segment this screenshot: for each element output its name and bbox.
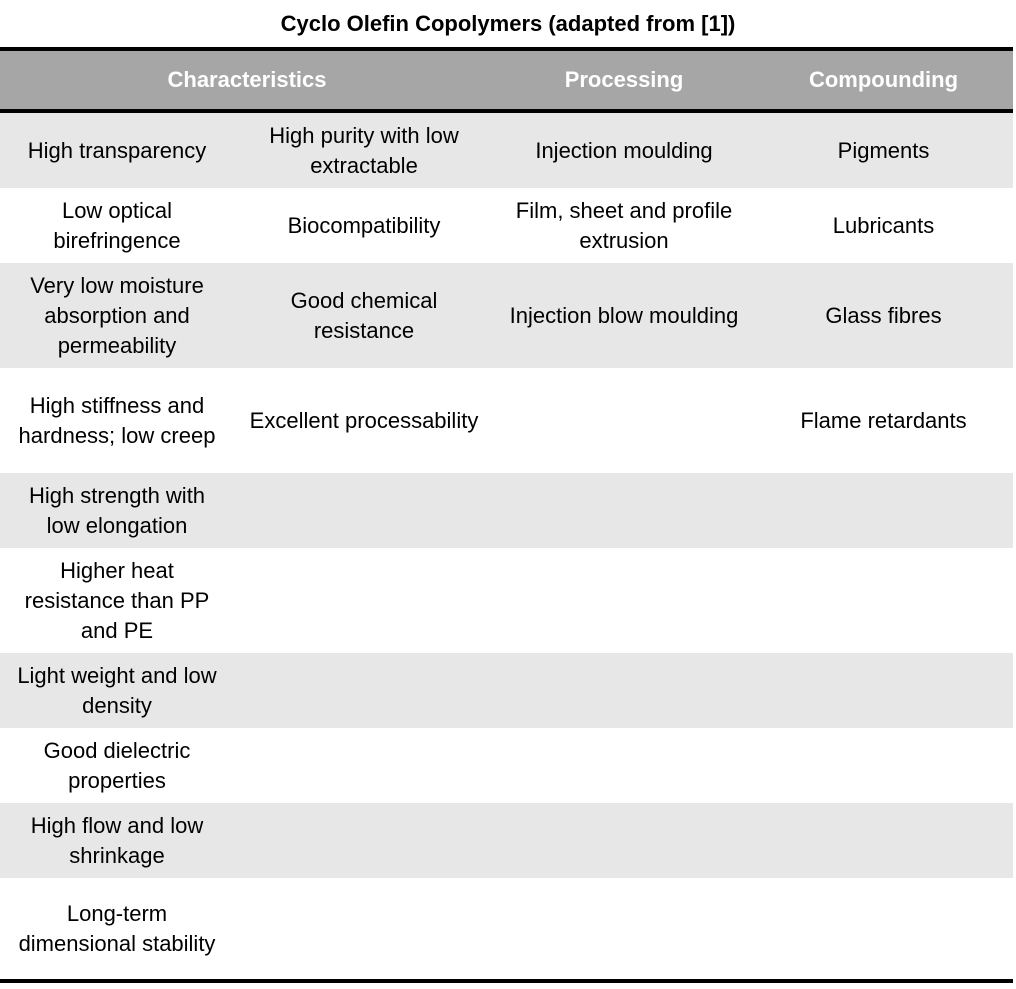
characteristic-cell	[234, 653, 494, 728]
table-row	[0, 188, 1013, 263]
characteristic-cell	[234, 878, 494, 979]
characteristic-cell: Low optical birefringence	[53, 197, 181, 253]
characteristic-cell: High transparency	[27, 137, 207, 163]
compounding-cell: Lubricants	[832, 212, 935, 238]
characteristic-cell	[234, 548, 494, 653]
characteristic-cell: Light weight and low density	[17, 662, 217, 718]
processing-cell	[494, 368, 754, 473]
characteristic-cell: Good dielectric properties	[43, 737, 191, 793]
characteristic-cell: High flow and low shrinkage	[30, 812, 204, 868]
compounding-cell	[754, 473, 1013, 548]
header-processing: Processing	[564, 67, 684, 92]
table-header	[0, 51, 1013, 113]
characteristic-cell: Long-term dimensional stability	[18, 900, 216, 956]
table-title: Cyclo Olefin Copolymers (adapted from [1])	[280, 11, 736, 36]
characteristic-cell	[234, 803, 494, 878]
characteristic-cell: Good chemical resistance	[290, 287, 438, 343]
table-row	[0, 878, 1013, 979]
table-row	[0, 113, 1013, 188]
compounding-cell: Glass fibres	[825, 302, 942, 328]
characteristic-cell: Higher heat resistance than PP and PE	[24, 557, 210, 643]
processing-cell	[494, 803, 754, 878]
cop-table	[0, 47, 1013, 983]
characteristic-cell: High strength with low elongation	[28, 482, 206, 538]
header-compounding: Compounding	[808, 67, 959, 92]
processing-cell	[494, 728, 754, 803]
processing-cell: Injection blow moulding	[509, 302, 739, 328]
compounding-cell	[754, 548, 1013, 653]
table-row	[0, 548, 1013, 653]
table-row	[0, 368, 1013, 473]
characteristic-cell: Excellent processability	[249, 407, 479, 433]
processing-cell: Film, sheet and profile extrusion	[515, 197, 733, 253]
processing-cell: Injection moulding	[535, 137, 713, 163]
processing-cell	[494, 473, 754, 548]
table-row	[0, 263, 1013, 368]
compounding-cell	[754, 803, 1013, 878]
compounding-cell	[754, 878, 1013, 979]
characteristic-cell: High stiffness and hardness; low creep	[18, 392, 216, 448]
compounding-cell: Flame retardants	[800, 407, 967, 433]
characteristic-cell: Biocompatibility	[287, 212, 441, 238]
compounding-cell	[754, 728, 1013, 803]
table-row	[0, 803, 1013, 878]
processing-cell	[494, 548, 754, 653]
compounding-cell: Pigments	[837, 137, 930, 163]
characteristic-cell	[234, 473, 494, 548]
characteristic-cell	[234, 728, 494, 803]
table-row	[0, 473, 1013, 548]
compounding-cell	[754, 653, 1013, 728]
characteristic-cell: Very low moisture absorption and permeability	[30, 272, 204, 358]
characteristic-cell: High purity with low extractable	[269, 122, 459, 178]
header-characteristics: Characteristics	[167, 67, 327, 92]
table-row	[0, 653, 1013, 728]
processing-cell	[494, 878, 754, 979]
table-row	[0, 728, 1013, 803]
processing-cell	[494, 653, 754, 728]
